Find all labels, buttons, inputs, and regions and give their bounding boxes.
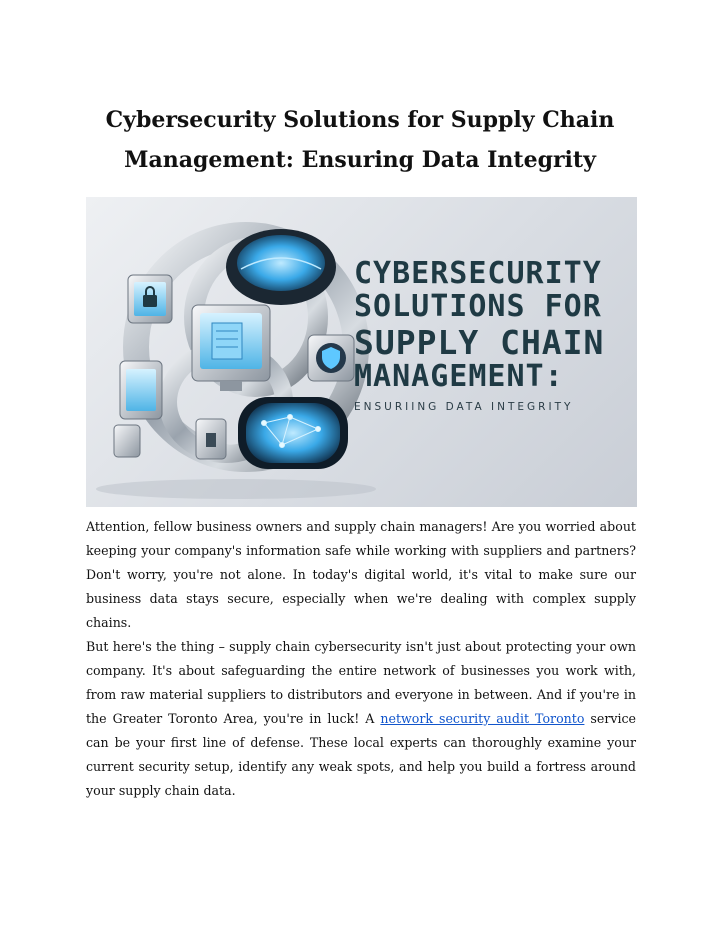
paragraph-2-rest: service can be your first line of defense. These local experts can thoroughly examine your current security setup, identify any weak spots, and help you build a fortress around your supply chain data.	[86, 711, 636, 798]
network-icon	[238, 397, 348, 469]
paragraph-2	[86, 635, 636, 803]
article-body	[86, 515, 636, 803]
hero-image	[86, 197, 637, 507]
paragraph-1: Attention, fellow business owners and supply chain managers! Are you worried about keeping your company's information safe while working with suppliers and partners? Don't worry, you're not alone. In today's digital world, it's vital to make sure our business data stays secure, especially when we're dealing with complex supply chains.	[86, 519, 636, 630]
hero-line-4: MANAGEMENT:	[354, 359, 564, 394]
hero-line-3: SUPPLY CHAIN	[354, 323, 605, 362]
network-security-audit-link[interactable]: network security audit Toronto	[380, 711, 585, 726]
hero-subtitle: ENSURIING DATA INTEGRITY	[354, 401, 574, 413]
globe-icon	[226, 229, 336, 305]
hero-line-2: SOLUTIONS FOR	[354, 289, 602, 324]
lock-icon	[128, 275, 172, 323]
hero-line-1: CYBERSECURITY	[354, 256, 602, 291]
page-title: Cybersecurity Solutions for Supply Chain Management: Ensuring Data Integrity	[105, 107, 615, 173]
paragraph-2-intro: But here's the thing – supply chain cybersecurity isn't just about protecting your own company. It's about safeguarding the entire network of businesses you work with, from raw material suppliers to distributors and everyone in between. And if you're in the Greater Toronto Area, you're in luck! A	[86, 639, 636, 726]
hero-headline	[354, 256, 624, 413]
shield-icon	[308, 335, 354, 381]
monitor-icon	[192, 305, 270, 391]
